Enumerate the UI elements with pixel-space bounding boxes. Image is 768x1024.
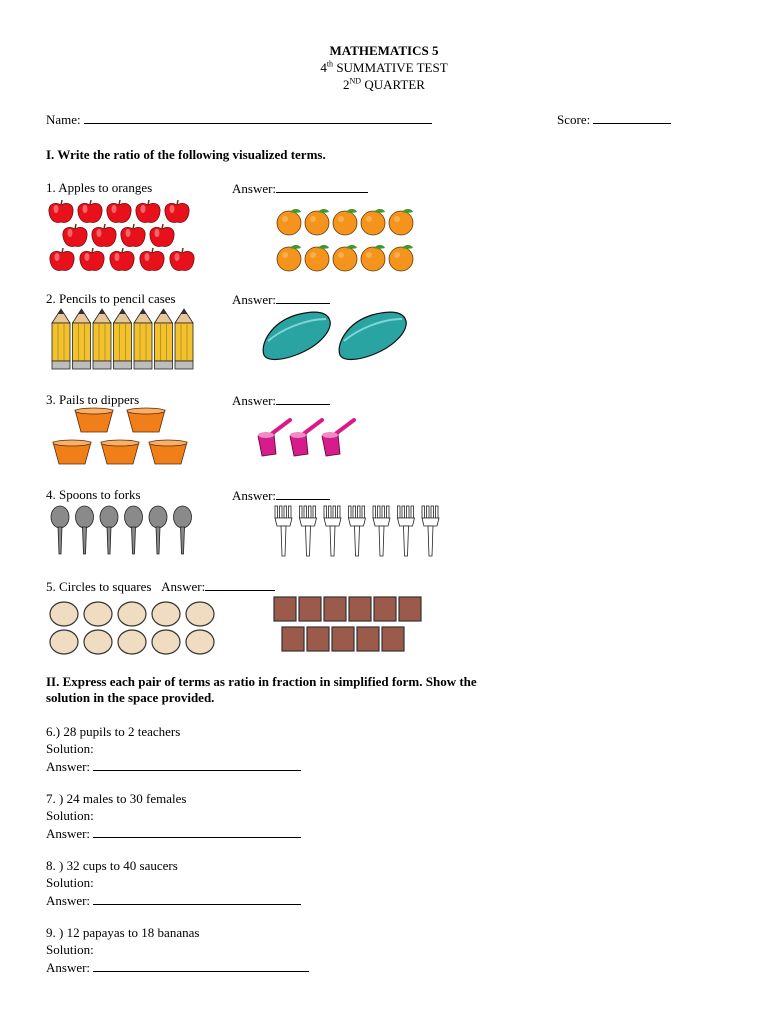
pencil-icon [175, 309, 193, 369]
pencils-picture [50, 307, 196, 371]
item-6-label: 6.) 28 pupils to 2 teachers [46, 724, 181, 739]
pail-icon [101, 440, 139, 464]
square-icon [357, 627, 379, 651]
apple-icon [150, 224, 174, 247]
orange-icon [361, 209, 385, 235]
pail-icon [149, 440, 187, 464]
pencil-icon [52, 309, 70, 369]
pails-picture [50, 406, 188, 470]
score-blank[interactable] [593, 111, 671, 124]
name-blank[interactable] [84, 111, 432, 124]
dipper-icon [322, 420, 354, 456]
pencil-icon [134, 309, 152, 369]
name-label: Name: [46, 112, 81, 127]
item-6-answer-blank[interactable] [93, 758, 301, 771]
score-field [557, 111, 671, 128]
dipper-icon [290, 420, 322, 456]
spoon-icon [149, 506, 167, 554]
fork-icon [422, 506, 439, 556]
spoon-icon [174, 506, 192, 554]
square-icon [282, 627, 304, 651]
pencil-icon [155, 309, 173, 369]
square-icon [399, 597, 421, 621]
score-label: Score: [557, 112, 591, 127]
spoon-icon [76, 506, 94, 554]
name-field [46, 111, 432, 128]
square-icon [374, 597, 396, 621]
spoon-icon [100, 506, 118, 554]
apple-icon [80, 248, 104, 271]
apple-icon [121, 224, 145, 247]
part1-instruction: I. Write the ratio of the following visualized terms. [46, 147, 326, 162]
circle-icon [84, 630, 112, 654]
circle-icon [118, 602, 146, 626]
fork-icon [275, 506, 292, 556]
square-icon [332, 627, 354, 651]
squares-picture [272, 595, 424, 655]
fork-icon [349, 506, 366, 556]
pail-icon [75, 408, 113, 432]
item-5-answer-blank[interactable] [205, 578, 275, 591]
square-icon [324, 597, 346, 621]
square-icon [274, 597, 296, 621]
item-9-answer-blank[interactable] [93, 959, 309, 972]
item-3-label: 3. Pails to dippers [46, 392, 140, 407]
apple-icon [49, 200, 73, 223]
item-7-label: 7. ) 24 males to 30 females [46, 791, 187, 806]
item-1-answer-blank[interactable] [276, 180, 368, 193]
item-4-answer-blank[interactable] [276, 487, 330, 500]
pail-icon [127, 408, 165, 432]
dippers-picture [252, 414, 362, 472]
part2-instruction-line1: II. Express each pair of terms as ratio in fraction in simplified form. Show the [46, 674, 477, 689]
circles-picture [48, 600, 220, 656]
item-8-answer-blank[interactable] [93, 892, 301, 905]
item-2-label: 2. Pencils to pencil cases [46, 291, 176, 306]
item-1-answer: Answer: [232, 180, 368, 197]
fork-icon [398, 506, 415, 556]
orange-icon [389, 209, 413, 235]
pail-icon [53, 440, 91, 464]
item-5-label: 5. Circles to squares Answer: [46, 578, 275, 595]
apple-icon [50, 248, 74, 271]
orange-icon [389, 245, 413, 271]
circle-icon [152, 630, 180, 654]
item-4-label: 4. Spoons to forks [46, 487, 141, 502]
test-subtitle: 4th SUMMATIVE TEST [320, 59, 448, 75]
fork-icon [300, 506, 317, 556]
pencil-icon [73, 309, 91, 369]
oranges-picture [274, 207, 422, 275]
square-icon [349, 597, 371, 621]
apple-icon [92, 224, 116, 247]
item-2-answer: Answer: [232, 291, 330, 308]
item-1-label: 1. Apples to oranges [46, 180, 153, 195]
orange-icon [277, 245, 301, 271]
orange-icon [305, 209, 329, 235]
circle-icon [186, 602, 214, 626]
apple-icon [63, 224, 87, 247]
circle-icon [50, 602, 78, 626]
fork-icon [324, 506, 341, 556]
spoon-icon [125, 506, 143, 554]
apple-icon [140, 248, 164, 271]
orange-icon [333, 209, 357, 235]
square-icon [299, 597, 321, 621]
pencil-icon [93, 309, 111, 369]
item-9-solution: Solution: [46, 942, 94, 957]
forks-picture [272, 504, 418, 560]
item-3-answer: Answer: [232, 392, 330, 409]
item-4-answer: Answer: [232, 487, 330, 504]
item-7-answer: Answer: [46, 825, 301, 842]
circle-icon [84, 602, 112, 626]
circle-icon [118, 630, 146, 654]
item-7-answer-blank[interactable] [93, 825, 301, 838]
item-3-answer-blank[interactable] [276, 392, 330, 405]
item-8-label: 8. ) 32 cups to 40 saucers [46, 858, 178, 873]
orange-icon [361, 245, 385, 271]
square-icon [382, 627, 404, 651]
quarter-label: 2ND QUARTER [343, 76, 425, 92]
pencil-cases-picture [260, 309, 412, 367]
item-9-answer: Answer: [46, 959, 309, 976]
spoon-icon [51, 506, 69, 554]
circle-icon [186, 630, 214, 654]
orange-icon [333, 245, 357, 271]
item-8-answer: Answer: [46, 892, 301, 909]
item-6-answer: Answer: [46, 758, 301, 775]
orange-icon [305, 245, 329, 271]
test-title: MATHEMATICS 5 [329, 43, 439, 58]
apple-icon [165, 200, 189, 223]
item-6-solution: Solution: [46, 741, 94, 756]
apple-icon [107, 200, 131, 223]
item-8-solution: Solution: [46, 875, 94, 890]
apple-icon [78, 200, 102, 223]
spoons-picture [48, 504, 200, 558]
pencil-case-icon [339, 312, 406, 359]
apple-icon [170, 248, 194, 271]
apples-picture [48, 197, 200, 273]
square-icon [307, 627, 329, 651]
item-9-label: 9. ) 12 papayas to 18 bananas [46, 925, 200, 940]
orange-icon [277, 209, 301, 235]
pencil-icon [114, 309, 132, 369]
circle-icon [152, 602, 180, 626]
item-7-solution: Solution: [46, 808, 94, 823]
pencil-case-icon [263, 312, 330, 359]
fork-icon [373, 506, 390, 556]
circle-icon [50, 630, 78, 654]
apple-icon [136, 200, 160, 223]
part2-instruction-line2: solution in the space provided. [46, 690, 215, 705]
apple-icon [110, 248, 134, 271]
dipper-icon [258, 420, 290, 456]
item-2-answer-blank[interactable] [276, 291, 330, 304]
